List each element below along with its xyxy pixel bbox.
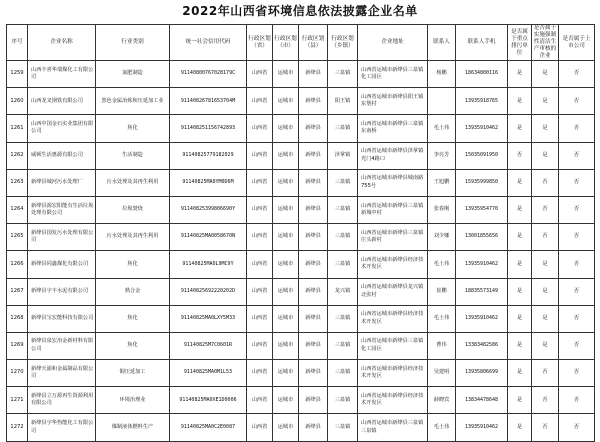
table-cell: 1271 xyxy=(7,387,28,414)
table-cell: 否 xyxy=(559,169,595,196)
table-cell: 运城市 xyxy=(273,414,299,441)
table-cell: 是 xyxy=(532,142,559,169)
table-cell: 山西省 xyxy=(247,88,273,115)
column-header: 行政区划（乡镇） xyxy=(328,25,358,61)
table-cell: 18835573149 xyxy=(456,278,508,305)
table-cell: 山西省 xyxy=(247,278,273,305)
table-cell: 运城市 xyxy=(273,115,299,142)
table-cell: 1260 xyxy=(7,88,28,115)
table-cell: 山西省 xyxy=(247,61,273,88)
table-cell: 是 xyxy=(508,169,532,196)
table-cell: 1272 xyxy=(7,414,28,441)
table-cell: 91140825MA0C2E0087 xyxy=(170,414,247,441)
table-cell: 91140800767028179C xyxy=(170,61,247,88)
table-cell: 焦化 xyxy=(96,115,170,142)
column-header: 企业名称 xyxy=(28,25,96,61)
table-cell: 杨鹏 xyxy=(428,61,456,88)
table-row xyxy=(7,88,595,115)
table-cell: 否 xyxy=(559,196,595,223)
table-row xyxy=(7,305,595,332)
table-cell: 91140825MA0XE1D0006 xyxy=(170,387,247,414)
table-cell: 运城市 xyxy=(273,387,299,414)
table-row xyxy=(7,414,595,441)
table-cell: 运城市 xyxy=(273,142,299,169)
table-cell: 新绛县 xyxy=(299,196,328,223)
table-cell: 13935910462 xyxy=(456,251,508,278)
table-header-row xyxy=(7,25,595,61)
table-cell: 山西龙叉钢铁有限公司 xyxy=(28,88,96,115)
table-cell: 山西省运城市新绛县经济技术开发区 xyxy=(358,360,428,387)
table-cell: 山西省运城市新绛县三泉镇东南桥 xyxy=(358,115,428,142)
table-cell: 否 xyxy=(532,196,559,223)
table-cell: 是 xyxy=(532,61,559,88)
table-cell: 山西省运城市新绛县三泉镇化工园区 xyxy=(358,332,428,359)
table-cell: 否 xyxy=(559,115,595,142)
table-cell: 1269 xyxy=(7,332,28,359)
table-cell: 焦化 xyxy=(96,332,170,359)
table-cell: 91140825M7C0601R xyxy=(170,332,247,359)
table-cell: 是 xyxy=(508,61,532,88)
table-cell: 山西省 xyxy=(247,414,273,441)
table-cell: 新绛县宇丰水泥有限公司 xyxy=(28,278,96,305)
table-cell: 阳王镇 xyxy=(328,88,358,115)
table-cell: 焦化 xyxy=(96,305,170,332)
table-cell: 山西省运城市新绛县三泉镇新城中村 xyxy=(358,196,428,223)
table-cell: 是 xyxy=(508,115,532,142)
table-cell: 运城市 xyxy=(273,332,299,359)
table-cell: 山西省 xyxy=(247,305,273,332)
table-row xyxy=(7,251,595,278)
table-cell: 否 xyxy=(559,142,595,169)
table-cell: 新绛县同鑫煤化有限公司 xyxy=(28,251,96,278)
table-cell: 新绛县国发污水处理有限公司 xyxy=(28,224,96,251)
table-cell: 1264 xyxy=(7,196,28,223)
table-cell: 山西省运城市新绛县经济技术开发区 xyxy=(358,305,428,332)
table-cell: 黑色金属冶炼和压延加工业 xyxy=(96,88,170,115)
table-cell: 山西省 xyxy=(247,142,273,169)
table-cell: 吴建明 xyxy=(428,360,456,387)
table-cell: 否 xyxy=(559,251,595,278)
table-cell: 运城市 xyxy=(273,224,299,251)
table-cell: 煤制液体燃料生产 xyxy=(96,414,170,441)
table-cell: 新绛县 xyxy=(299,387,328,414)
table-cell: 毛土伟 xyxy=(428,414,456,441)
table-cell: 13935918765 xyxy=(456,88,508,115)
table-cell: 运城市 xyxy=(273,88,299,115)
table-row xyxy=(7,278,595,305)
table-cell: 污水处理及其再生利用 xyxy=(96,169,170,196)
table-cell: 否 xyxy=(532,360,559,387)
table-cell: 否 xyxy=(559,305,595,332)
table-cell: 三泉镇 xyxy=(328,332,358,359)
table-cell: 三泉镇 xyxy=(328,224,358,251)
table-cell: 三泉镇 xyxy=(328,169,358,196)
table-cell: 山西省 xyxy=(247,251,273,278)
table-cell: 垃圾焚烧 xyxy=(96,196,170,223)
table-cell: 是 xyxy=(508,251,532,278)
table-cell: 否 xyxy=(532,414,559,441)
table-cell: 生活制造 xyxy=(96,142,170,169)
table-cell: 李亮芳 xyxy=(428,142,456,169)
table-cell: 91140825MA0M1L53 xyxy=(170,360,247,387)
table-cell: 是 xyxy=(508,332,532,359)
table-cell: 张春刚 xyxy=(428,196,456,223)
table-cell: 91140825MA0058670N xyxy=(170,224,247,251)
table-cell: 泽掌镇 xyxy=(328,142,358,169)
table-cell: 1262 xyxy=(7,142,28,169)
table-cell: 薛晓宾 xyxy=(428,387,456,414)
table-cell: 新绛县城河污水处理厂 xyxy=(28,169,96,196)
table-cell: 1263 xyxy=(7,169,28,196)
table-cell: 崔鹏 xyxy=(428,278,456,305)
table-cell: 91140825MA0L9MC9Y xyxy=(170,251,247,278)
table-cell: 新绛县 xyxy=(299,224,328,251)
table-cell: 新绛县 xyxy=(299,360,328,387)
table-cell: 否 xyxy=(532,387,559,414)
table-cell: 18634800116 xyxy=(456,61,508,88)
table-cell: 1261 xyxy=(7,115,28,142)
table-cell: 是 xyxy=(532,332,559,359)
column-header: 联系人手机 xyxy=(456,25,508,61)
table-cell: 91140825692220202D xyxy=(170,278,247,305)
table-cell: 山西省运城市新绛县经济技术开发区 xyxy=(358,251,428,278)
column-header: 是否属于上市公司 xyxy=(559,25,595,61)
table-cell: 是 xyxy=(508,278,532,305)
table-cell: 三泉镇 xyxy=(328,61,358,88)
table-cell: 是 xyxy=(508,224,532,251)
column-header: 是否属于实施强制性清洁生产审核的企业 xyxy=(532,25,559,61)
table-cell: 1265 xyxy=(7,224,28,251)
table-cell: 1270 xyxy=(7,360,28,387)
table-cell: 91140825399806690Y xyxy=(170,196,247,223)
table-row xyxy=(7,332,595,359)
table-cell: 氮肥制造 xyxy=(96,61,170,88)
column-header: 行政区划（县） xyxy=(299,25,328,61)
table-cell: 山西省运城市新绛县龙兴镇北张村 xyxy=(358,278,428,305)
table-cell: 否 xyxy=(559,387,595,414)
table-cell: 新绛县 xyxy=(299,142,328,169)
table-cell: 新绛县 xyxy=(299,251,328,278)
table-cell: 否 xyxy=(532,224,559,251)
table-cell: 否 xyxy=(559,61,595,88)
table-cell: 13383482586 xyxy=(456,332,508,359)
column-header: 是否属于重点排污单位 xyxy=(508,25,532,61)
table-cell: 否 xyxy=(559,88,595,115)
table-row xyxy=(7,142,595,169)
table-cell: 91140826781653704M xyxy=(170,88,247,115)
table-row xyxy=(7,360,595,387)
table-cell: 新绛县 xyxy=(299,332,328,359)
table-cell: 山西省运城市新绛县经济技术开发区 xyxy=(358,387,428,414)
table-cell: 否 xyxy=(559,278,595,305)
table-cell: 王旭鹏 xyxy=(428,169,456,196)
table-cell: 否 xyxy=(532,169,559,196)
table-cell: 新绛县宝宏能科技有限公司 xyxy=(28,305,96,332)
table-cell: 是 xyxy=(508,387,532,414)
table-cell: 否 xyxy=(559,332,595,359)
table-cell: 13935954770 xyxy=(456,196,508,223)
table-cell: 新绛县 xyxy=(299,305,328,332)
table-cell: 新绛县源宏阳能有生活垃圾处理有限公司 xyxy=(28,196,96,223)
table-cell: 13935910462 xyxy=(456,115,508,142)
table-cell: 新绛县 xyxy=(299,414,328,441)
table-cell: 三泉镇 xyxy=(328,414,358,441)
table-cell: 山西省运城市新绛县三泉镇化工园区 xyxy=(358,61,428,88)
table-cell: 毛土伟 xyxy=(428,115,456,142)
table-cell: 山西省运城市新绛县泽掌镇光门4路口 xyxy=(358,142,428,169)
table-cell: 新绛县 xyxy=(299,278,328,305)
table-cell: 山西丰喜华瑞煤化工有限公司 xyxy=(28,61,96,88)
table-cell: 山西省 xyxy=(247,332,273,359)
table-row xyxy=(7,169,595,196)
column-header: 行政区划（省） xyxy=(247,25,273,61)
table-cell: 新绛县 xyxy=(299,61,328,88)
table-cell: 911408251156742893 xyxy=(170,115,247,142)
table-cell: 91140825MA0YM0D6M xyxy=(170,169,247,196)
table-cell: 三泉镇 xyxy=(328,196,358,223)
table-cell: 山西省 xyxy=(247,360,273,387)
column-header: 序号 xyxy=(7,25,28,61)
table-cell: 是 xyxy=(532,115,559,142)
table-cell: 山西省运城市新绛县三泉镇三泉镇 xyxy=(358,414,428,441)
table-cell: 毛土伟 xyxy=(428,251,456,278)
table-cell: 否 xyxy=(559,224,595,251)
table-cell: 运城市 xyxy=(273,251,299,278)
table-cell: 威顿生活惠源有限公司 xyxy=(28,142,96,169)
table-row xyxy=(7,387,595,414)
table-cell: 是 xyxy=(508,305,532,332)
table-cell: 污水处理及其再生利用 xyxy=(96,224,170,251)
column-header: 行业类别 xyxy=(96,25,170,61)
table-cell: 13001855656 xyxy=(456,224,508,251)
table-cell: 山西省运城市新绛县阳王镇东堡村 xyxy=(358,88,428,115)
table-cell: 运城市 xyxy=(273,169,299,196)
table-cell: 13935910462 xyxy=(456,305,508,332)
table-cell: 新绛县 xyxy=(299,169,328,196)
table-cell: 13834478648 xyxy=(456,387,508,414)
table-cell: 13935910462 xyxy=(456,414,508,441)
table-cell: 山西省 xyxy=(247,387,273,414)
table-cell: 否 xyxy=(559,360,595,387)
table-row xyxy=(7,224,595,251)
table-cell: 三泉镇 xyxy=(328,387,358,414)
table-cell: 焦化 xyxy=(96,251,170,278)
column-header: 企业地址 xyxy=(358,25,428,61)
table-cell: 新绛县宇华热能化工有限公司 xyxy=(28,414,96,441)
table-cell: 否 xyxy=(508,142,532,169)
table-cell: 刘少娜 xyxy=(428,224,456,251)
table-cell: 山西省 xyxy=(247,115,273,142)
table-cell: 龙兴镇 xyxy=(328,278,358,305)
table-cell: 是 xyxy=(532,88,559,115)
table-cell: 三泉镇 xyxy=(328,115,358,142)
table-cell: 运城市 xyxy=(273,61,299,88)
table-cell: 新绛天浦和金属制品有限公司 xyxy=(28,360,96,387)
table-cell: 毛土伟 xyxy=(428,305,456,332)
table-cell: 新绛县 xyxy=(299,115,328,142)
table-cell: 否 xyxy=(559,414,595,441)
table-cell: 是 xyxy=(508,360,532,387)
table-cell: 山西省 xyxy=(247,169,273,196)
table-cell: 1266 xyxy=(7,251,28,278)
table-cell: 山西中国金石实业集团有限公司 xyxy=(28,115,96,142)
table-cell: 91140825MA0LXY5M33 xyxy=(170,305,247,332)
table-cell: 13935806699 xyxy=(456,360,508,387)
table-cell: 曹伟 xyxy=(428,332,456,359)
table-cell: 1267 xyxy=(7,278,28,305)
table-row xyxy=(7,115,595,142)
column-header: 行政区划（市） xyxy=(273,25,299,61)
column-header: 统一社会信用代码 xyxy=(170,25,247,61)
table-cell: 山西省运城市新绛县城南路755号 xyxy=(358,169,428,196)
table-cell: 1268 xyxy=(7,305,28,332)
table-cell: 是 xyxy=(532,278,559,305)
table-cell: 91140825779182029 xyxy=(170,142,247,169)
table-row xyxy=(7,196,595,223)
table-cell: 山西省 xyxy=(247,224,273,251)
table-body xyxy=(7,61,595,442)
table-cell: 铜压延加工 xyxy=(96,360,170,387)
table-cell: 新绛县 xyxy=(299,88,328,115)
column-header: 联系人 xyxy=(428,25,456,61)
table-cell: 三泉镇 xyxy=(328,305,358,332)
table-row xyxy=(7,61,595,88)
table-cell: 运城市 xyxy=(273,278,299,305)
table-cell: 三泉镇 xyxy=(328,251,358,278)
table-cell: 15035091950 xyxy=(456,142,508,169)
table-cell xyxy=(428,88,456,115)
table-cell: 新绛县泉宏冶金新材料有限公司 xyxy=(28,332,96,359)
table-cell: 是 xyxy=(532,251,559,278)
table-cell: 是 xyxy=(508,88,532,115)
table-cell: 环境治理业 xyxy=(96,387,170,414)
table-cell: 是 xyxy=(532,305,559,332)
table-cell: 熟合金 xyxy=(96,278,170,305)
enterprise-table xyxy=(6,24,595,442)
table-cell: 运城市 xyxy=(273,305,299,332)
table-cell: 是 xyxy=(508,196,532,223)
table-cell: 山西省运城市新绛县三泉镇庄头新村 xyxy=(358,224,428,251)
table-cell: 新绛县立万源再生资源利用有限公司 xyxy=(28,387,96,414)
table-cell: 15935999850 xyxy=(456,169,508,196)
table-cell: 是 xyxy=(508,414,532,441)
table-cell: 运城市 xyxy=(273,196,299,223)
table-cell: 运城市 xyxy=(273,360,299,387)
table-cell: 三泉镇 xyxy=(328,360,358,387)
table-cell: 1259 xyxy=(7,61,28,88)
table-cell: 山西省 xyxy=(247,196,273,223)
document-title: 2022年山西省环境信息依法披露企业名单 xyxy=(182,4,418,18)
